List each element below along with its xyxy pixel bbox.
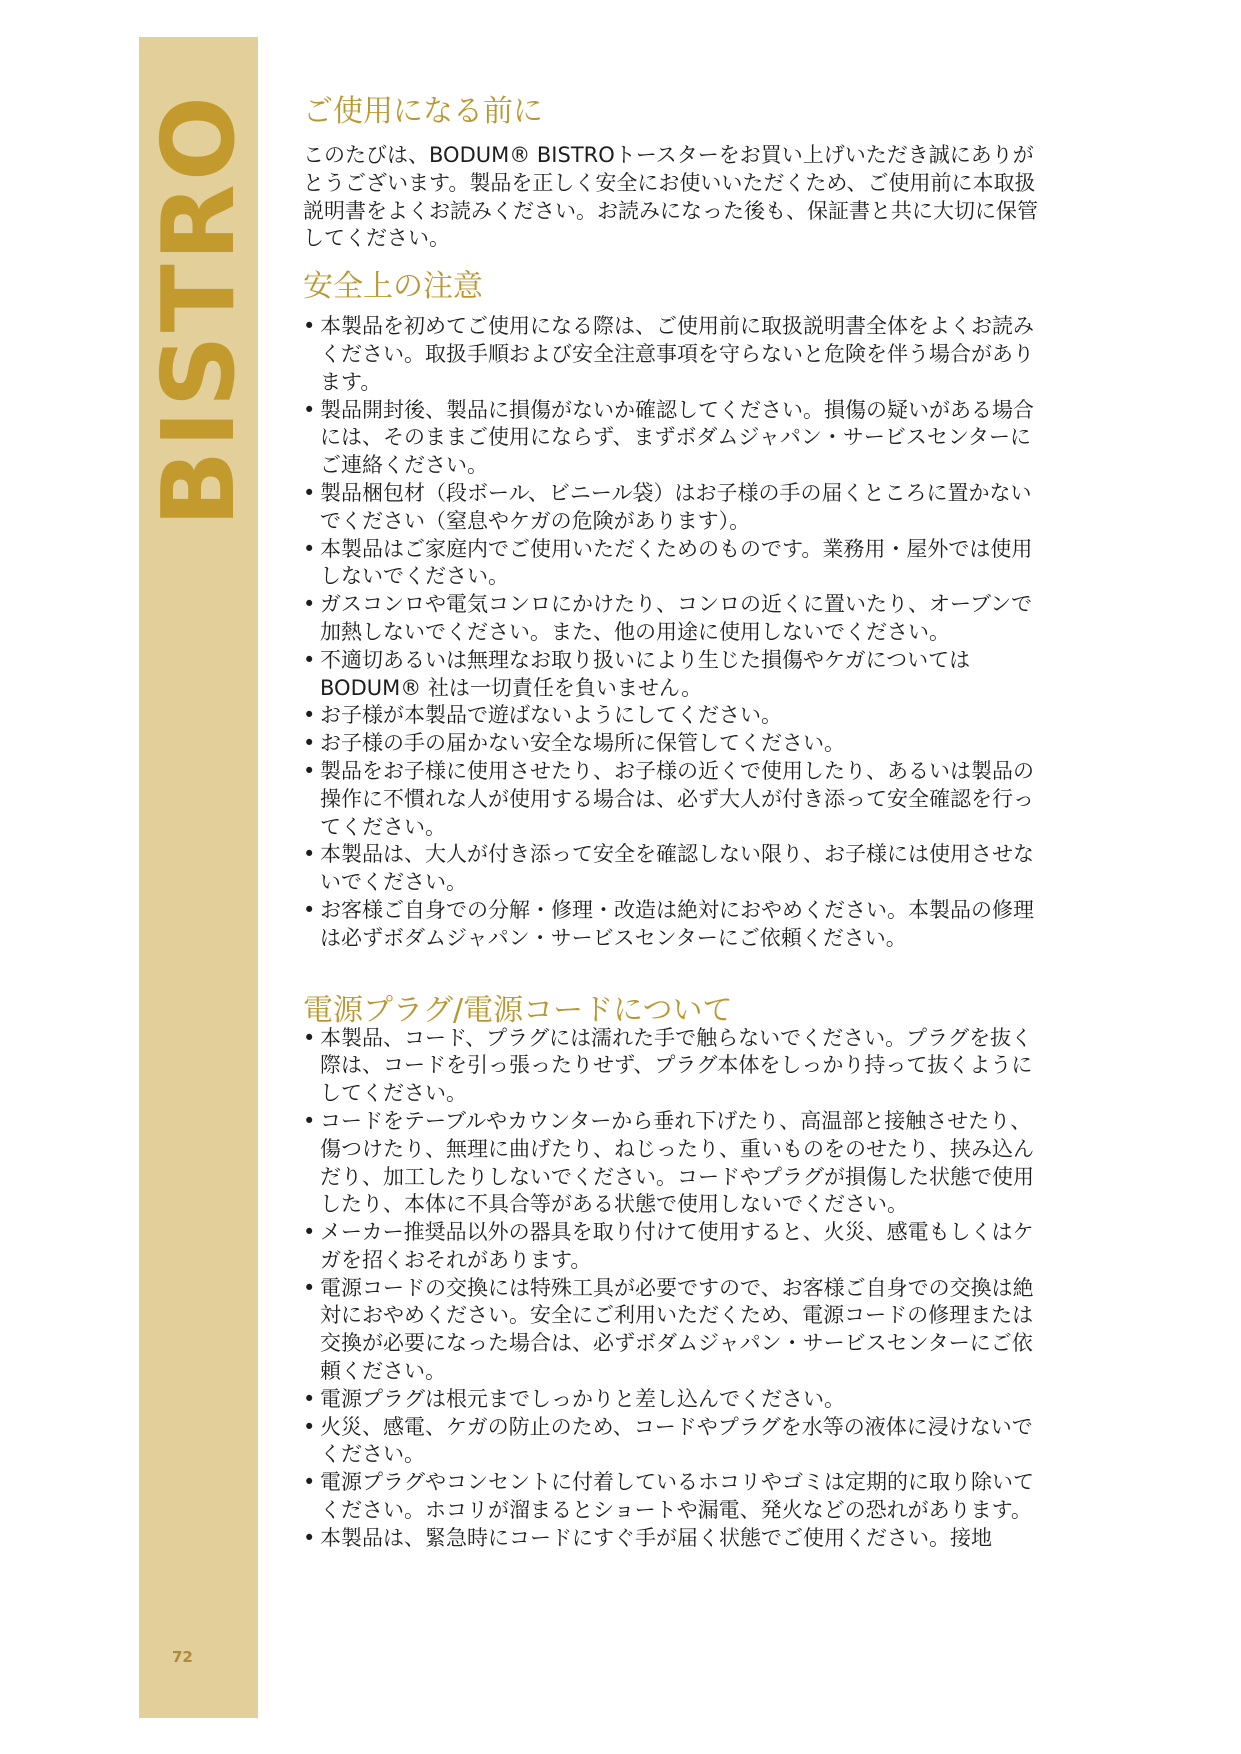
power-list: [303, 1025, 1048, 1553]
list-item: • 本製品を初めてご使用になる際は、ご使用前に取扱説明書全体をよくお読みください。取扱手順および安全注意事項を守らないと危険を伴う場合があります。: [303, 313, 1048, 396]
main-content: [303, 92, 1048, 1553]
intro-section: [303, 92, 1048, 253]
list-item: • ガスコンロや電気コンロにかけたり、コンロの近くに置いたり、オーブンで加熱しないでください。また、他の用途に使用しないでください。: [303, 591, 1048, 647]
list-item: • 本製品は、大人が付き添って安全を確認しない限り、お子様には使用させないでください。: [303, 841, 1048, 897]
list-item: • 電源プラグは根元までしっかりと差し込んでください。: [303, 1386, 1048, 1414]
list-item: • コードをテーブルやカウンターから垂れ下げたり、高温部と接触させたり、傷つけたり、無理に曲げたり、ねじったり、重いものをのせたり、挟み込んだり、加工したりしないでください。コードやプラグが損傷した状態で使用したり、本体に不具合等がある状態で使用しないでください。: [303, 1108, 1048, 1219]
power-section: [303, 991, 1048, 1553]
list-item: • お客様ご自身での分解・修理・改造は絶対におやめください。本製品の修理は必ずボダムジャパン・サービスセンターにご依頼ください。: [303, 897, 1048, 953]
intro-paragraph: このたびは、BODUM® BISTROトースターをお買い上げいただき誠にありがとうございます。製品を正しく安全にお使いいただくため、ご使用前に本取扱説明書をよくお読みください。お読みになった後も、保証書と共に大切に保管してください。: [303, 143, 1038, 251]
list-item: • お子様の手の届かない安全な場所に保管してください。: [303, 730, 1048, 758]
brand-logo: BISTRO: [140, 93, 257, 527]
power-heading: 電源プラグ/電源コードについて: [303, 992, 733, 1028]
list-item: • 電源プラグやコンセントに付着しているホコリやゴミは定期的に取り除いてください。ホコリが溜まるとショートや漏電、発火などの恐れがあります。: [303, 1469, 1048, 1525]
list-item: • 製品をお子様に使用させたり、お子様の近くで使用したり、あるいは製品の操作に不慣れな人が使用する場合は、必ず大人が付き添って安全確認を行ってください。: [303, 758, 1048, 841]
list-item: • メーカー推奨品以外の器具を取り付けて使用すると、火災、感電もしくはケガを招くおそれがあります。: [303, 1219, 1048, 1275]
list-item: • 製品開封後、製品に損傷がないか確認してください。損傷の疑いがある場合には、そのままご使用にならず、まずボダムジャパン・サービスセンターにご連絡ください。: [303, 397, 1048, 480]
list-item: • 製品梱包材（段ボール、ビニール袋）はお子様の手の届くところに置かないでください（窒息やケガの危険があります）。: [303, 480, 1048, 536]
list-item: • 本製品、コード、プラグには濡れた手で触らないでください。プラグを抜く際は、コードを引っ張ったりせず、プラグ本体をしっかり持って抜くようにしてください。: [303, 1025, 1048, 1108]
list-item: • お子様が本製品で遊ばないようにしてください。: [303, 702, 1048, 730]
page-number: 72: [172, 1648, 193, 1666]
safety-heading: 安全上の注意: [303, 269, 483, 305]
intro-heading: ご使用になる前に: [303, 94, 543, 129]
list-item: • 火災、感電、ケガの防止のため、コードやプラグを水等の液体に浸けないでください。: [303, 1414, 1048, 1470]
safety-list: [303, 313, 1048, 952]
list-item: • 不適切あるいは無理なお取り扱いにより生じた損傷やケガについてはBODUM® 社は一切責任を負いません。: [303, 647, 1048, 703]
safety-section: [303, 267, 1048, 952]
list-item: • 本製品は、緊急時にコードにすぐ手が届く状態でご使用ください。接地: [303, 1525, 1048, 1553]
list-item: • 電源コードの交換には特殊工具が必要ですので、お客様ご自身での交換は絶対におやめください。安全にご利用いただくため、電源コードの修理または交換が必要になった場合は、必ずボダムジャパン・サービスセンターにご依頼ください。: [303, 1275, 1048, 1386]
list-item: • 本製品はご家庭内でご使用いただくためのものです。業務用・屋外では使用しないでください。: [303, 536, 1048, 592]
